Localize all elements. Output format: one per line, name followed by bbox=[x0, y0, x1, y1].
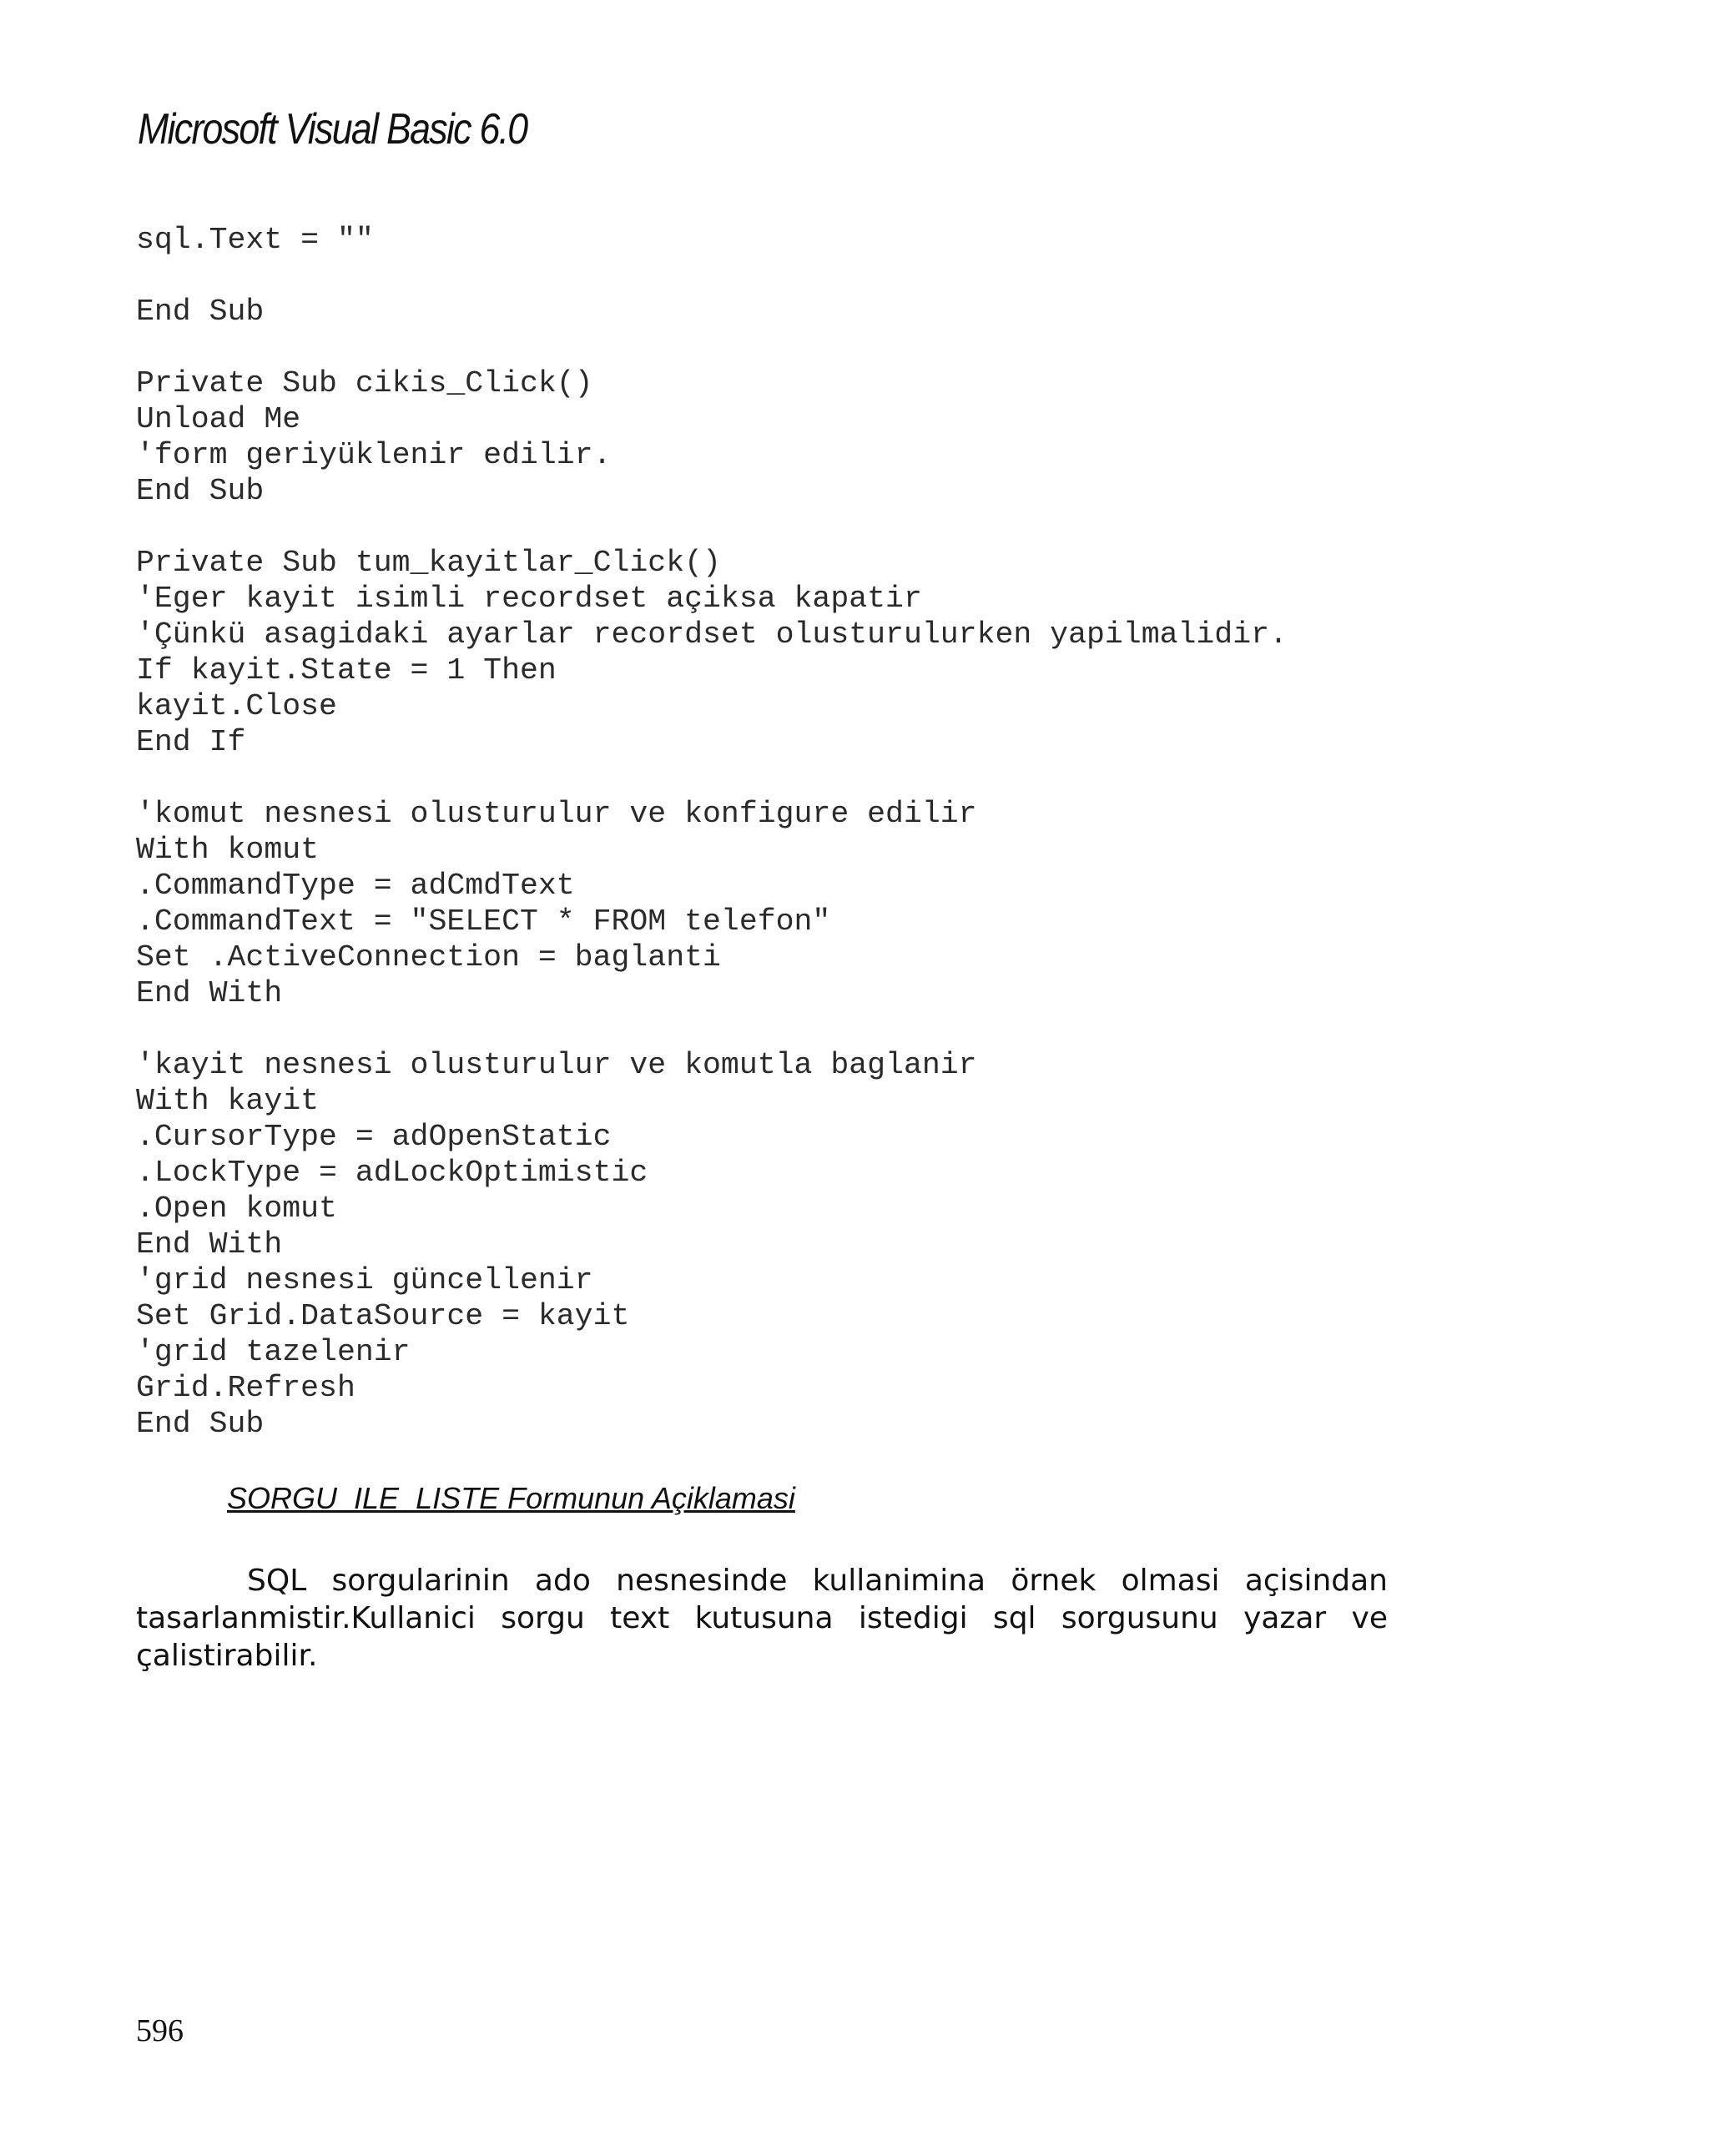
code-line: Set .ActiveConnection = baglanti bbox=[136, 940, 721, 975]
code-line bbox=[136, 258, 1288, 294]
code-line: With komut bbox=[136, 833, 320, 867]
code-line: 'komut nesnesi olusturulur ve konfigure edilir bbox=[136, 797, 977, 831]
code-line: End Sub bbox=[136, 474, 265, 508]
code-line: .CommandText = "SELECT * FROM telefon" bbox=[136, 904, 831, 939]
code-line: End With bbox=[136, 1227, 283, 1262]
page-number: 596 bbox=[136, 2013, 184, 2048]
code-line: End Sub bbox=[136, 295, 265, 329]
code-line bbox=[136, 509, 1288, 545]
code-line: 'form geriyüklenir edilir. bbox=[136, 438, 612, 472]
code-line: If kayit.State = 1 Then bbox=[136, 653, 557, 688]
code-line: .Open komut bbox=[136, 1191, 337, 1226]
code-line: .CursorType = adOpenStatic bbox=[136, 1120, 612, 1154]
code-line: .LockType = adLockOptimistic bbox=[136, 1156, 648, 1190]
code-line: 'grid tazelenir bbox=[136, 1335, 411, 1369]
code-line: End If bbox=[136, 725, 246, 759]
book-title-header: Microsoft Visual Basic 6.0 bbox=[138, 105, 527, 154]
code-line bbox=[136, 1011, 1288, 1047]
code-line: Private Sub tum_kayitlar_Click() bbox=[136, 546, 721, 580]
code-line: 'Eger kayit isimli recordset açiksa kapatir bbox=[136, 582, 922, 616]
code-line: Private Sub cikis_Click() bbox=[136, 366, 593, 400]
code-line: With kayit bbox=[136, 1084, 320, 1118]
code-line: sql.Text = "" bbox=[136, 223, 374, 257]
code-line: 'kayit nesnesi olusturulur ve komutla baglanir bbox=[136, 1048, 977, 1082]
code-line: Grid.Refresh bbox=[136, 1371, 355, 1405]
code-line: kayit.Close bbox=[136, 689, 337, 723]
code-listing bbox=[136, 222, 1288, 1442]
code-line: End With bbox=[136, 976, 283, 1010]
code-line: 'Çünkü asagidaki ayarlar recordset olusturulurken yapilmalidir. bbox=[136, 617, 1288, 652]
code-line: End Sub bbox=[136, 1407, 265, 1441]
section-paragraph: SQL sorgularinin ado nesnesinde kullanimina örnek olmasi açisindan tasarlanmistir.Kullanici sorgu text kutusuna istedigi sql sorgusunu yazar ve çalistirabilir. bbox=[136, 1564, 1388, 1673]
code-line: Set Grid.DataSource = kayit bbox=[136, 1299, 630, 1333]
section-heading: SORGU_ILE_LISTE Formunun Açiklamasi bbox=[227, 1481, 795, 1515]
code-line bbox=[136, 760, 1288, 796]
code-line: 'grid nesnesi güncellenir bbox=[136, 1263, 593, 1297]
code-line: Unload Me bbox=[136, 402, 301, 436]
code-line bbox=[136, 330, 1288, 365]
code-line: .CommandType = adCmdText bbox=[136, 869, 575, 903]
